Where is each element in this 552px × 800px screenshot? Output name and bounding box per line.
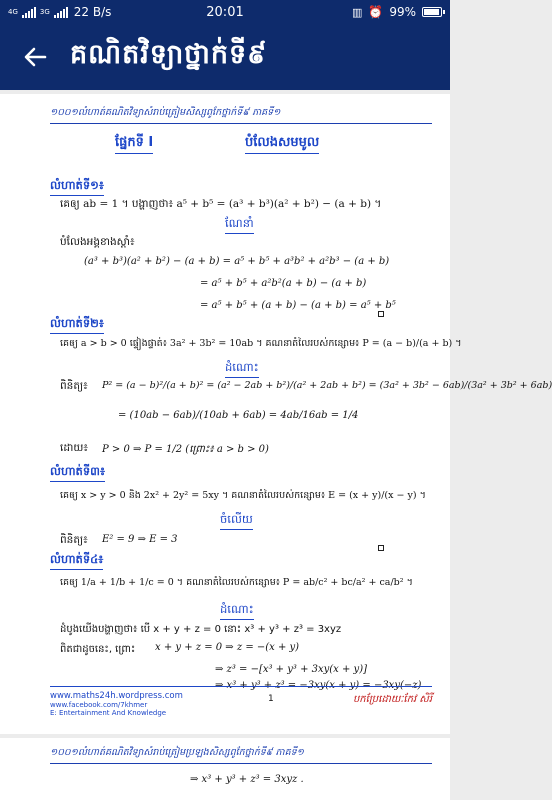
status-left: [8, 5, 352, 19]
exercise-1-statement: គេឲ្យ ab = 1 ។ បង្ហាញថា៖ a⁵ + b⁵ = (a³ + b³)(a² + b²) − (a + b) ។: [60, 198, 382, 210]
back-button[interactable]: [0, 24, 70, 90]
footer-facebook-link[interactable]: www.facebook.com/7khmer: [50, 700, 148, 709]
exercise-1-hint-label: ណែនាំ: [225, 216, 254, 234]
exercise-3-check-label: ពិនិត្យ៖: [60, 534, 88, 546]
document-page-1: [0, 94, 552, 734]
footer-rule: [50, 686, 432, 687]
arrow-back-icon[interactable]: [24, 47, 46, 67]
part-title: បំលែងសមមូល: [245, 134, 319, 154]
exercise-2-line-2: = (10ab − 6ab)/(10ab + 6ab) = 4ab/16ab = 1/4: [118, 410, 359, 421]
page-2-line-1: ⇒ x³ + y³ + z³ = 3xyz .: [190, 774, 304, 785]
header-rule-page-2: [50, 763, 432, 764]
exercise-4-title: លំហាត់ទី៤៖: [50, 552, 103, 570]
status-bar: [0, 0, 450, 24]
running-header-page-2: ១០០១លំហាត់គណិតវិទ្យាសំរាប់ត្រៀមប្រឡងសិស្សពូកែថ្នាក់ទី៩ ភាគទី១: [50, 747, 304, 758]
qed-box-1: [378, 302, 384, 321]
alarm-icon: ⏰: [368, 5, 384, 19]
exercise-1-intro: បំលែងអង្គខាងស្តាំ៖: [60, 236, 135, 248]
qed-box-3: [378, 536, 384, 555]
signal-icon-2: [54, 7, 68, 18]
footer-author: បកប្រែដោយៈកែវ សិរី: [352, 694, 432, 705]
exercise-3-answer-label: ចំលើយ: [220, 512, 253, 530]
exercise-3-answer: E² = 9 ⇒ E = 3: [102, 534, 178, 545]
network-type-3g: 3G: [39, 7, 50, 16]
exercise-1-line-1: (a³ + b³)(a² + b²) − (a + b) = a⁵ + b⁵ + a³b² + a²b³ − (a + b): [84, 256, 390, 267]
exercise-2-conclusion: P > 0 ⇒ P = 1/2 (ព្រោះ៖ a > b > 0): [102, 444, 269, 455]
app-bar: [0, 24, 450, 90]
exercise-2-since-label: ដោយ៖: [60, 442, 88, 454]
document-page-2: [0, 738, 450, 800]
exercise-2-statement: គេឲ្យ a > b > 0 ផ្ទៀងផ្ទាត់៖ 3a² + 3b² = 10ab ។ គណនាតំលៃរបស់កន្សោម៖ P = (a − b)/(a + b) ។: [60, 338, 462, 349]
footer-site-link[interactable]: www.maths24h.wordpress.com: [50, 691, 183, 701]
battery-icon: [422, 7, 442, 17]
exercise-4-line-2: x + y + z = 0 ⇒ z = −(x + y): [155, 642, 300, 653]
exercise-2-solution-label: ដំណោះ: [225, 360, 259, 378]
signal-icon: [22, 7, 36, 18]
part-label: ផ្នែកទី I: [115, 134, 153, 154]
exercise-2-title: លំហាត់ទី២៖: [50, 316, 104, 334]
battery-percent: 99%: [389, 5, 416, 19]
app-title: គណិតវិទ្យាថ្នាក់ទី៩: [70, 38, 268, 70]
exercise-4-solution-label: ដំណោះ: [220, 602, 254, 620]
exercise-4-line-1: ដំបូងយើងបង្ហាញថា៖ បើ x + y + z = 0 នោះ x³ + y³ + z³ = 3xyz: [60, 624, 342, 635]
status-right: [352, 5, 442, 19]
exercise-3-statement: គេឲ្យ x > y > 0 និង 2x² + 2y² = 5xy ។ គណនាតំលៃរបស់កន្សោម៖ E = (x + y)/(x − y) ។: [60, 490, 426, 501]
footer-tagline: E: Entertainment And Knowledge: [50, 709, 167, 717]
exercise-1-line-2: = a⁵ + b⁵ + a²b²(a + b) − (a + b): [200, 278, 367, 289]
exercise-1-line-3: = a⁵ + b⁵ + (a + b) − (a + b) = a⁵ + b⁵: [200, 300, 396, 311]
exercise-4-line-2-label: ពិតជាដូចនេះ, ព្រោះ: [60, 644, 136, 655]
battery-fill: [424, 9, 439, 15]
document-viewer[interactable]: [0, 90, 552, 800]
exercise-2-check-label: ពិនិត្យ៖: [60, 380, 88, 392]
exercise-1-title: លំហាត់ទី១៖: [50, 178, 104, 196]
exercise-2-line-1: P² = (a − b)²/(a + b)² = (a² − 2ab + b²)/(a² + 2ab + b²) = (3a² + 3b² − 6ab)/(3a² + 3b² + 6ab): [102, 380, 552, 391]
exercise-4-line-4: ⇒ x³ + y³ + z³ = −3xy(x + y) = −3xy(−z): [215, 680, 422, 691]
clock: 20:01: [206, 4, 244, 20]
vibrate-icon: ▥: [351, 5, 363, 19]
exercise-4-statement: គេឲ្យ 1/a + 1/b + 1/c = 0 ។ គណនាតំលៃរបស់កន្សោម៖ P = ab/c² + bc/a² + ca/b² ។: [60, 577, 413, 588]
header-rule: [50, 123, 432, 124]
network-speed: 22 B/s: [73, 5, 112, 19]
running-header: ១០០១លំហាត់គណិតវិទ្យាសំរាប់ត្រៀមសិស្សពូកែថ្នាក់ទី៩ ភាគទី១: [50, 107, 281, 118]
exercise-3-title: លំហាត់ទី៣៖: [50, 464, 105, 482]
exercise-4-line-3: ⇒ z³ = −[x³ + y³ + 3xy(x + y)]: [215, 664, 368, 675]
footer-left: [50, 692, 183, 718]
page-number: 1: [268, 694, 274, 704]
network-type-4g: 4G: [8, 7, 18, 16]
